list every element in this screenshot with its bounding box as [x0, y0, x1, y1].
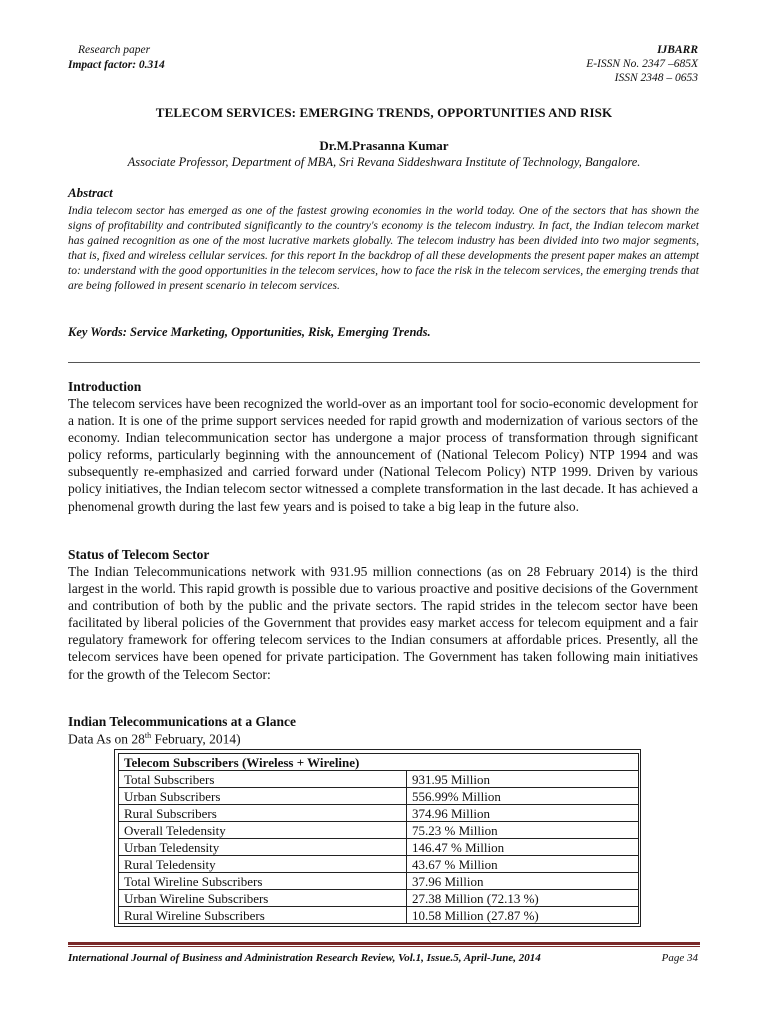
issn: ISSN 2348 – 0653 — [614, 72, 698, 84]
row-label: Rural Wireline Subscribers — [119, 907, 407, 924]
abstract-heading: Abstract — [68, 185, 113, 200]
row-value: 27.38 Million (72.13 %) — [407, 890, 639, 907]
paper-title: TELECOM SERVICES: EMERGING TRENDS, OPPORTUNITIES AND RISK — [155, 105, 613, 120]
abstract-text: India telecom sector has emerged as one of the fastest growing economies in the world today. One of the sectors that has shown the signs of profitability and contributed significantly to the country's economy is the telecom industry. In fact, the Indian telecom market has gained recognition as one of the most lucrative markets globally. The telecom industry has been divided into two major segments, that is, fixed and wireless cellular services. for this report In the backdrop of all these developments the present paper makes an attempt to: understand with the good opportunities in the telecom services, how to face the risk in the telecom services, the emerging trends that are being followed in present scenario in telecom services. — [68, 204, 699, 293]
table-row — [119, 788, 639, 805]
header-left — [68, 43, 165, 73]
table-row — [119, 873, 639, 890]
table-header-row — [119, 754, 639, 771]
row-label: Overall Teledensity — [119, 822, 407, 839]
eissn: E-ISSN No. 2347 –685X — [586, 58, 698, 70]
row-label: Urban Wireline Subscribers — [119, 890, 407, 907]
row-label: Rural Teledensity — [119, 856, 407, 873]
journal-abbrev: IJBARR — [657, 44, 698, 56]
row-value: 556.99% Million — [407, 788, 639, 805]
keywords: Key Words: Service Marketing, Opportunities, Risk, Emerging Trends. — [68, 325, 431, 339]
table-row — [119, 771, 639, 788]
row-label: Urban Teledensity — [119, 839, 407, 856]
author-affiliation: Associate Professor, Department of MBA, Sri Revana Siddeshwara Institute of Technology, Bangalore. — [127, 155, 641, 169]
footer-rule — [68, 942, 700, 945]
row-value: 37.96 Million — [407, 873, 639, 890]
row-label: Total Subscribers — [119, 771, 407, 788]
data-as-on: Data As on 28th February, 2014) — [68, 731, 241, 747]
page-number: Page 34 — [661, 952, 698, 964]
table-row — [119, 822, 639, 839]
row-label: Urban Subscribers — [119, 788, 407, 805]
introduction-heading: Introduction — [68, 379, 142, 394]
table-row — [119, 805, 639, 822]
subscribers-table — [118, 753, 639, 924]
row-value: 931.95 Million — [407, 771, 639, 788]
table-row — [119, 839, 639, 856]
status-heading: Status of Telecom Sector — [68, 547, 210, 562]
footer-rule-thin — [68, 946, 700, 947]
table-row — [119, 907, 639, 924]
footer-journal: International Journal of Business and Administration Research Review, Vol.1, Issue.5, April-June, 2014 — [68, 952, 541, 964]
table-row — [119, 856, 639, 873]
row-label: Rural Subscribers — [119, 805, 407, 822]
row-label: Total Wireline Subscribers — [119, 873, 407, 890]
status-text: The Indian Telecommunications network with 931.95 million connections (as on 28 February 2014) is the third largest in the world. This rapid growth is possible due to various proactive and positive decisions of the Government and contribution of both by the public and the private sectors. The rapid strides in the telecom sector have been facilitated by liberal policies of the Government that provides easy market access for telecom equipment and a fair regulatory framework for offering telecom services to the Indian consumers at affordable prices. Presently, all the telecom services have been opened for private participation. The Government has taken following main initiatives for the growth of the Telecom Sector: — [68, 564, 698, 682]
table-title: Telecom Subscribers (Wireless + Wireline) — [119, 754, 639, 771]
row-value: 10.58 Million (27.87 %) — [407, 907, 639, 924]
row-value: 43.67 % Million — [407, 856, 639, 873]
row-value: 75.23 % Million — [407, 822, 639, 839]
header-right — [586, 43, 698, 85]
row-value: 374.96 Million — [407, 805, 639, 822]
introduction-text: The telecom services have been recognized the world-over as an important tool for socio-economic development for a nation. It is one of the prime support services needed for rapid growth and modernization of various sectors of the economy. Indian telecommunication sector has undergone a major process of transformation through significant policy reforms, particularly beginning with the announcement of (National Telecom Policy) NTP 1994 and was subsequently re-emphasized and carried forward under (National Telecom Policy) NTP 1999. Driven by various policy initiatives, the Indian telecom sector witnessed a complete transformation in the last decade. It has achieved a phenomenal growth during the last few years and is poised to take a big leap in the future also. — [68, 396, 698, 514]
glance-heading: Indian Telecommunications at a Glance — [68, 714, 297, 729]
paper-type: Research paper — [78, 44, 151, 56]
author-name: Dr.M.Prasanna Kumar — [319, 138, 449, 153]
impact-factor: Impact factor: 0.314 — [68, 59, 165, 71]
table-row — [119, 890, 639, 907]
row-value: 146.47 % Million — [407, 839, 639, 856]
section-divider — [68, 362, 700, 363]
